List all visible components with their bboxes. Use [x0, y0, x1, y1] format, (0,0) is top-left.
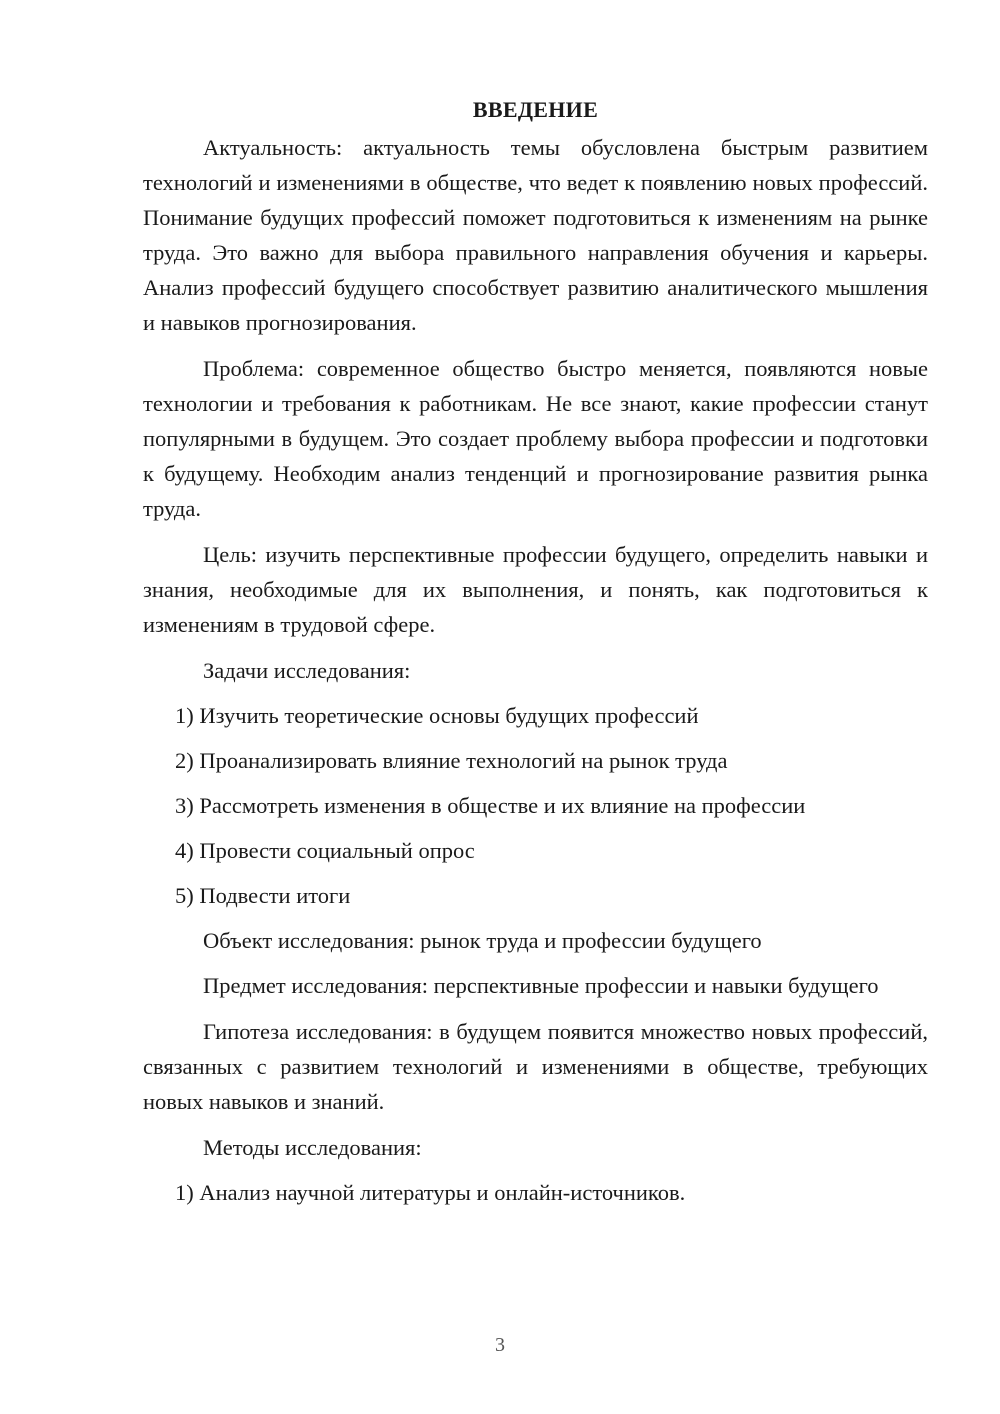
subject-paragraph: Предмет исследования: перспективные профессии и навыки будущего [203, 973, 879, 998]
task-item: 3) Рассмотреть изменения в обществе и их влияние на профессии [175, 793, 806, 818]
goal-paragraph: Цель: изучить перспективные профессии будущего, определить навыки и знания, необходимые для их выполнения, и понять, как подготовиться к изменениям в трудовой сфере. [143, 542, 928, 637]
task-item: 5) Подвести итоги [175, 883, 351, 908]
task-item: 2) Проанализировать влияние технологий на рынок труда [175, 748, 728, 773]
method-item: 1) Анализ научной литературы и онлайн-источников. [175, 1180, 686, 1205]
page-title: ВВЕДЕНИЕ [472, 97, 599, 122]
tasks-heading: Задачи исследования: [203, 658, 411, 683]
page-number: 3 [495, 1334, 505, 1356]
hypothesis-paragraph: Гипотеза исследования: в будущем появится множество новых профессий, связанных с развитием технологий и изменениями в обществе, требующих новых навыков и знаний. [143, 1019, 928, 1114]
task-item: 1) Изучить теоретические основы будущих профессий [175, 703, 699, 728]
methods-list [143, 1175, 928, 1210]
methods-heading: Методы исследования: [203, 1135, 422, 1160]
document-page [143, 90, 928, 1220]
problem-paragraph: Проблема: современное общество быстро меняется, появляются новые технологии и требования к работникам. Не все знают, какие профессии станут популярными в будущем. Это создает проблему выбора профессии и подготовки к будущему. Необходим анализ тенденций и прогнозирование развития рынка труда. [143, 356, 928, 521]
tasks-list [143, 698, 928, 913]
task-item: 4) Провести социальный опрос [175, 838, 475, 863]
relevance-paragraph: Актуальность: актуальность темы обусловлена быстрым развитием технологий и изменениями в обществе, что ведет к появлению новых профессий. Понимание будущих профессий поможет подготовиться к изменениям на рынке труда. Это важно для выбора правильного направления обучения и карьеры. Анализ профессий будущего способствует развитию аналитического мышления и навыков прогнозирования. [143, 135, 928, 335]
object-line: Объект исследования: рынок труда и профессии будущего [203, 928, 762, 953]
